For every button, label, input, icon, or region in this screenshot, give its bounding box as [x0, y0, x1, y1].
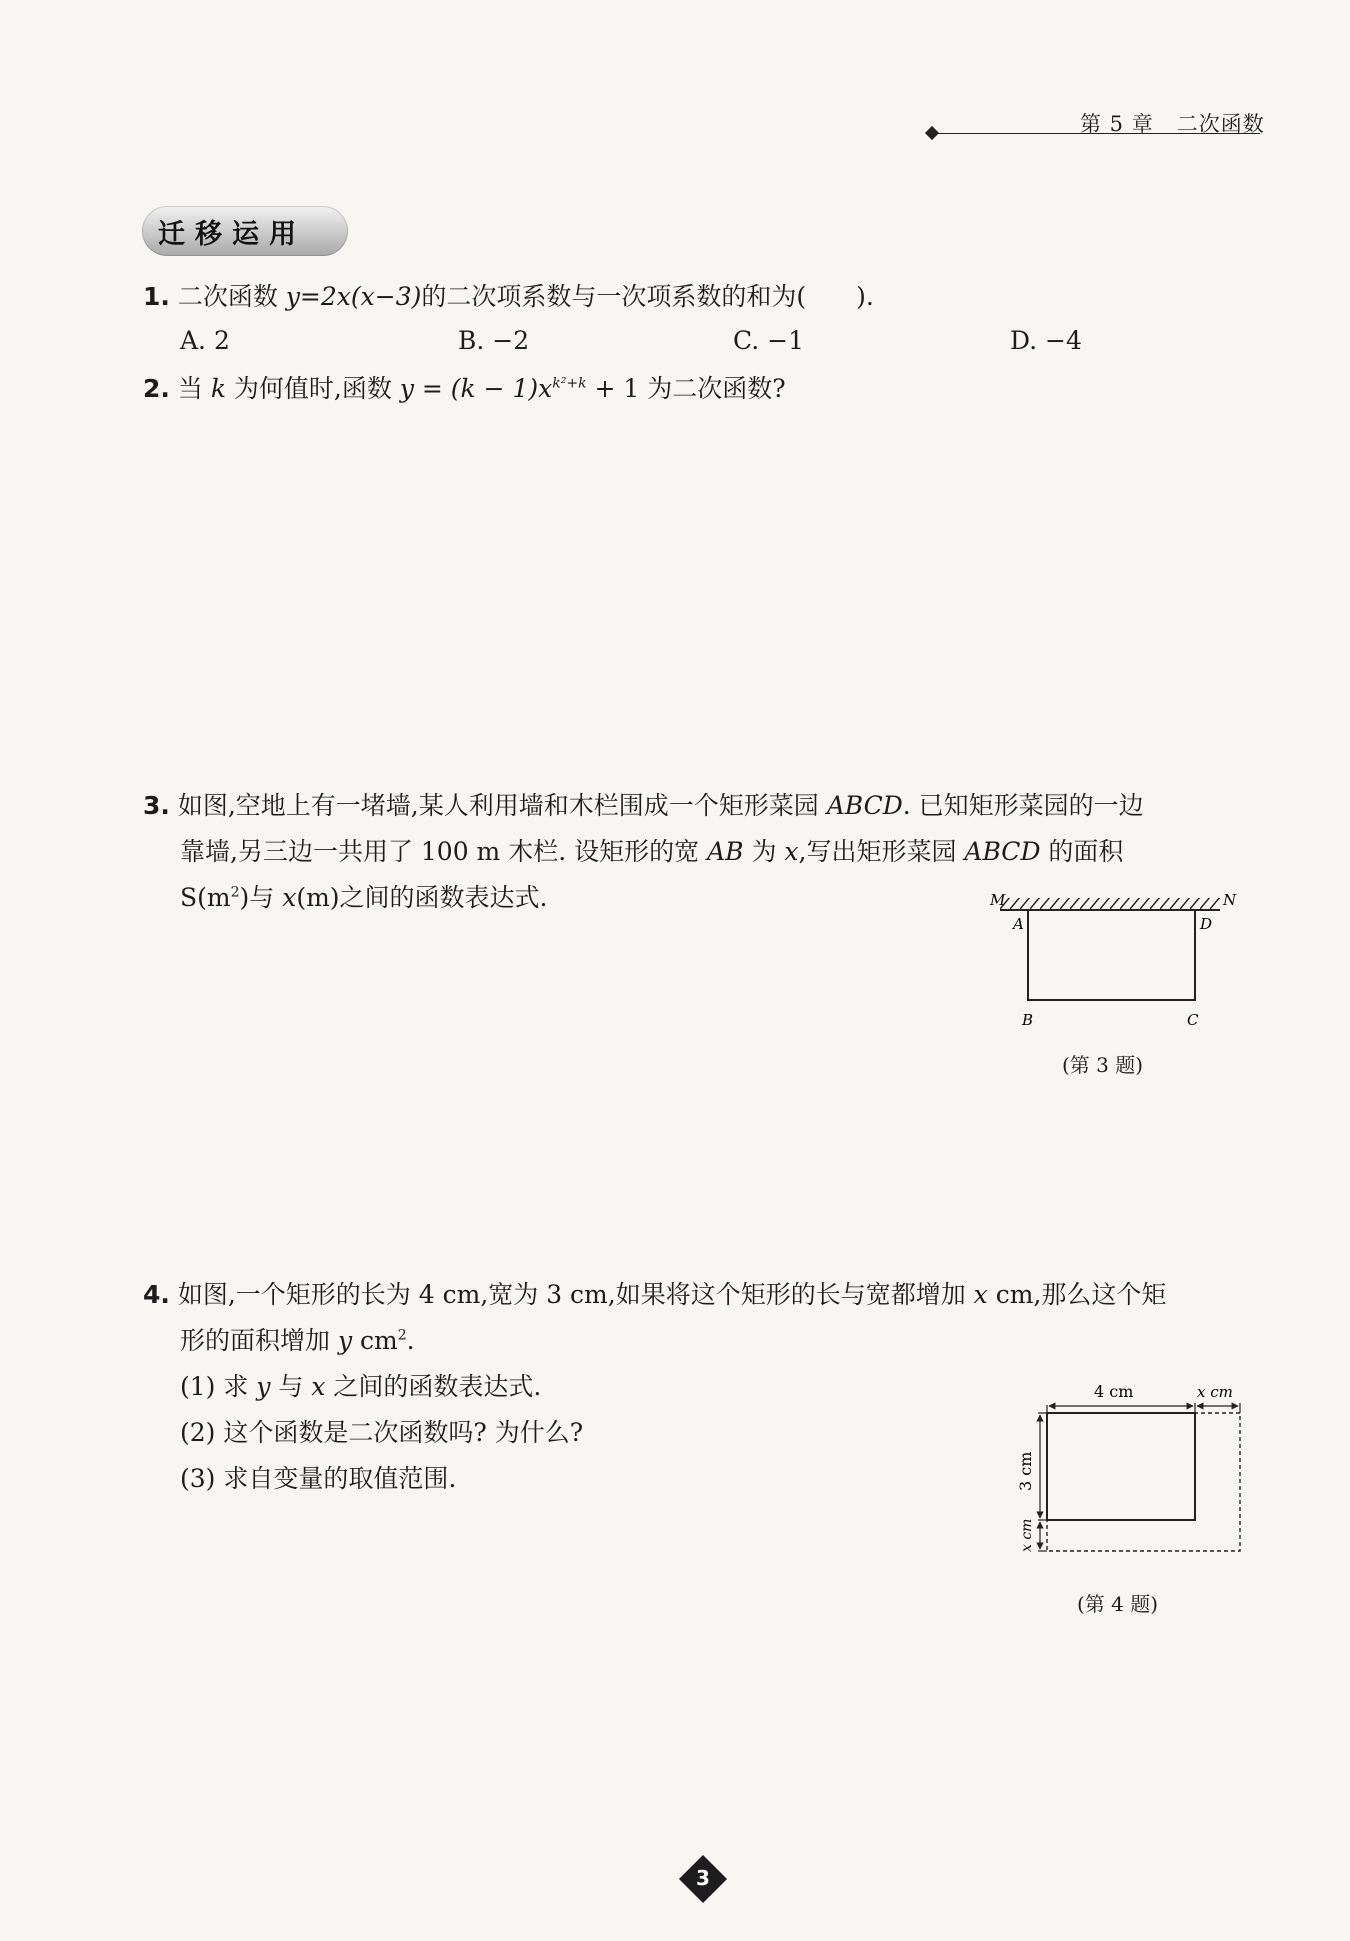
label-a: A — [1013, 915, 1024, 933]
question-3 — [143, 789, 1144, 823]
formula: y — [256, 1372, 271, 1401]
question-text: 当 — [177, 374, 211, 403]
question-3-line-3 — [180, 881, 548, 915]
formula: ABCD — [964, 837, 1041, 866]
question-number: 3. — [143, 791, 170, 820]
question-text: 的面积 — [1040, 837, 1124, 866]
question-text: cm — [352, 1326, 398, 1355]
formula: x — [784, 837, 799, 866]
question-number: 1. — [143, 282, 170, 311]
question-1 — [143, 280, 874, 314]
formula: x — [311, 1372, 326, 1401]
length-label: 4 cm — [1094, 1382, 1134, 1401]
page-number: 3 — [696, 1866, 710, 1890]
label-m: M — [990, 891, 1006, 909]
label-n: N — [1223, 891, 1237, 909]
header-diamond-icon — [925, 126, 939, 140]
figure-caption: (第 4 题) — [1077, 1592, 1159, 1616]
original-rectangle — [1047, 1413, 1195, 1520]
question-text: . — [406, 1326, 415, 1355]
wall-hatching — [1000, 898, 1220, 910]
exponent: k²+k — [552, 375, 587, 392]
option-a: A. 2 — [180, 326, 230, 355]
question-4 — [143, 1278, 1166, 1312]
x-length-label: x cm — [1197, 1383, 1233, 1401]
superscript: 2 — [397, 1327, 407, 1344]
question-text: (m)之间的函数表达式. — [296, 883, 548, 912]
question-text: 的二次项系数与一次项系数的和为( ). — [421, 282, 874, 311]
question-text: 如图,一个矩形的长为 4 cm,宽为 3 cm,如果将这个矩形的长与宽都增加 — [177, 1280, 974, 1309]
sub-question-1 — [180, 1370, 541, 1404]
formula: AB — [707, 837, 744, 866]
question-text: 与 — [270, 1372, 312, 1401]
formula: y = (k − 1)x — [399, 374, 553, 403]
formula: x — [282, 883, 297, 912]
formula: ABCD — [826, 791, 903, 820]
section-title: 迁移运用 — [158, 219, 306, 250]
superscript: 2 — [230, 884, 240, 901]
label-c: C — [1187, 1011, 1199, 1029]
chapter-title: 二次函数 — [1176, 112, 1265, 136]
question-text: 为 — [743, 837, 785, 866]
enlarged-rectangle — [1047, 1413, 1240, 1551]
question-text: )与 — [239, 883, 283, 912]
variable-k: k — [210, 374, 226, 403]
garden-rectangle — [1028, 910, 1195, 1000]
option-b: B. −2 — [458, 326, 530, 355]
formula: x — [973, 1280, 988, 1309]
formula: + 1 — [586, 374, 640, 403]
question-text: 二次函数 — [177, 282, 286, 311]
option-d: D. −4 — [1010, 326, 1082, 355]
question-text: ,写出矩形菜园 — [798, 837, 965, 866]
chapter-number: 第 5 章 — [1080, 112, 1154, 136]
formula: y — [337, 1326, 353, 1355]
question-2 — [143, 372, 786, 406]
label-b: B — [1022, 1011, 1034, 1029]
sub-question-2: (2) 这个函数是二次函数吗? 为什么? — [180, 1418, 584, 1447]
question-text: 靠墙,另三边一共用了 100 m 木栏. 设矩形的宽 — [180, 837, 708, 866]
label-d: D — [1200, 915, 1213, 933]
question-text: 为何值时,函数 — [225, 374, 400, 403]
question-text: S(m — [180, 883, 231, 912]
question-text: (1) 求 — [180, 1372, 257, 1401]
question-text: 如图,空地上有一堵墙,某人利用墙和木栏围成一个矩形菜园 — [177, 791, 827, 820]
figure-caption: (第 3 题) — [1062, 1053, 1144, 1077]
question-number: 4. — [143, 1280, 170, 1309]
question-text: 之间的函数表达式. — [325, 1372, 542, 1401]
width-label: 3 cm — [1016, 1451, 1035, 1491]
question-3-line-2 — [180, 835, 1123, 869]
header-rule — [935, 133, 1260, 134]
x-width-label: x cm — [1019, 1518, 1035, 1552]
question-number: 2. — [143, 374, 170, 403]
option-c: C. −1 — [733, 326, 804, 355]
figure-rectangle — [1010, 1375, 1260, 1575]
question-text: cm,那么这个矩 — [987, 1280, 1167, 1309]
question-text: . 已知矩形菜园的一边 — [902, 791, 1144, 820]
sub-question-3: (3) 求自变量的取值范围. — [180, 1464, 457, 1493]
question-text: 为二次函数? — [639, 374, 786, 403]
formula: y=2x(x−3) — [285, 282, 422, 311]
question-4-line-2 — [180, 1324, 415, 1358]
question-text: 形的面积增加 — [180, 1326, 338, 1355]
